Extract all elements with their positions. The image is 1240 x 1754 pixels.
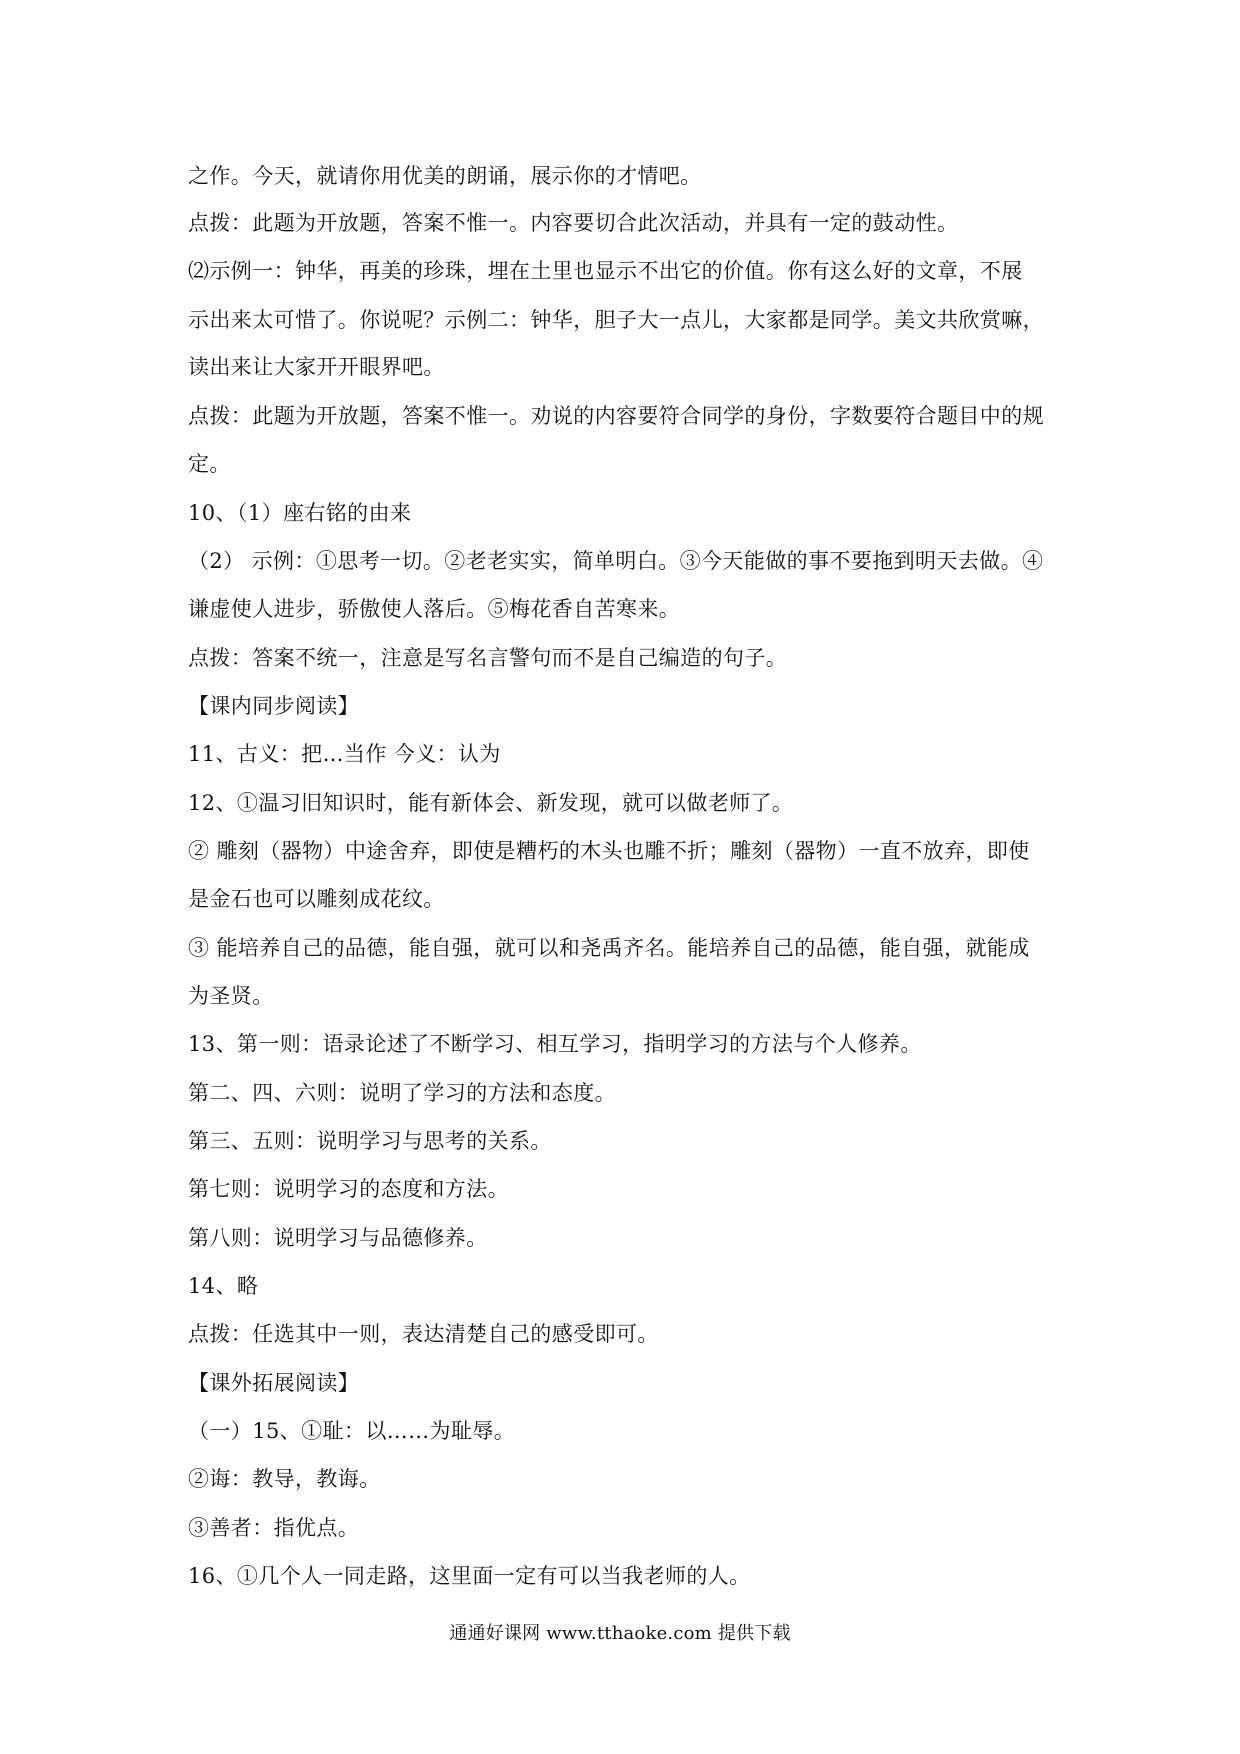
text-line: 点拨：答案不统一，注意是写名言警句而不是自己编造的句子。	[188, 646, 788, 670]
text-line: 定。	[188, 452, 231, 476]
text-line: 10、（1）座右铭的由来	[188, 501, 412, 525]
text-line: （一）15、①耻：以……为耻辱。	[188, 1419, 516, 1443]
text-line: 为圣贤。	[188, 984, 274, 1008]
text-line: 点拨：此题为开放题，答案不惟一。内容要切合此次活动，并具有一定的鼓动性。	[188, 211, 959, 235]
text-line: 11、古义：把…当作 今义：认为	[188, 742, 501, 766]
page-footer: 通通好课网 www.tthaoke.com 提供下载	[449, 1623, 791, 1644]
text-line: 是金石也可以雕刻成花纹。	[188, 887, 445, 911]
section-heading: 【课外拓展阅读】	[188, 1371, 360, 1395]
text-line: 第八则：说明学习与品德修养。	[188, 1226, 488, 1250]
text-line: 第三、五则：说明学习与思考的关系。	[188, 1129, 552, 1153]
text-line: 12、①温习旧知识时，能有新体会、新发现，就可以做老师了。	[188, 791, 794, 815]
text-line: 点拨：任选其中一则，表达清楚自己的感受即可。	[188, 1322, 659, 1346]
text-line: ③ 能培养自己的品德，能自强，就可以和尧禹齐名。能培养自己的品德，能自强，就能成	[188, 936, 1030, 960]
text-line: 第二、四、六则：说明了学习的方法和态度。	[188, 1081, 616, 1105]
text-line: （2） 示例：①思考一切。②老老实实，简单明白。③今天能做的事不要拖到明天去做。④	[188, 549, 1044, 573]
text-line: 第七则：说明学习的态度和方法。	[188, 1177, 509, 1201]
text-line: ②诲：教导，教诲。	[188, 1467, 381, 1491]
text-line: 示出来太可惜了。你说呢？示例二：钟华，胆子大一点儿，大家都是同学。美文共欣赏嘛，	[188, 308, 1044, 332]
text-line: ② 雕刻（器物）中途舍弃，即使是糟朽的木头也雕不折；雕刻（器物）一直不放弃，即使	[188, 839, 1030, 863]
text-line: 之作。今天，就请你用优美的朗诵，展示你的才情吧。	[188, 164, 702, 188]
text-line: 读出来让大家开开眼界吧。	[188, 355, 445, 379]
text-line: 点拨：此题为开放题，答案不惟一。劝说的内容要符合同学的身份，字数要符合题目中的规	[188, 404, 1044, 428]
text-line: 13、第一则：语录论述了不断学习、相互学习，指明学习的方法与个人修养。	[188, 1032, 922, 1056]
text-line: 14、略	[188, 1274, 259, 1298]
text-line: 谦虚使人进步，骄傲使人落后。⑤梅花香自苦寒来。	[188, 597, 681, 621]
text-line: ③善者：指优点。	[188, 1516, 360, 1540]
section-heading: 【课内同步阅读】	[188, 694, 360, 718]
text-line: ⑵示例一：钟华，再美的珍珠，埋在土里也显示不出它的价值。你有这么好的文章，不展	[188, 259, 1023, 283]
text-line: 16、①几个人一同走路，这里面一定有可以当我老师的人。	[188, 1564, 751, 1588]
